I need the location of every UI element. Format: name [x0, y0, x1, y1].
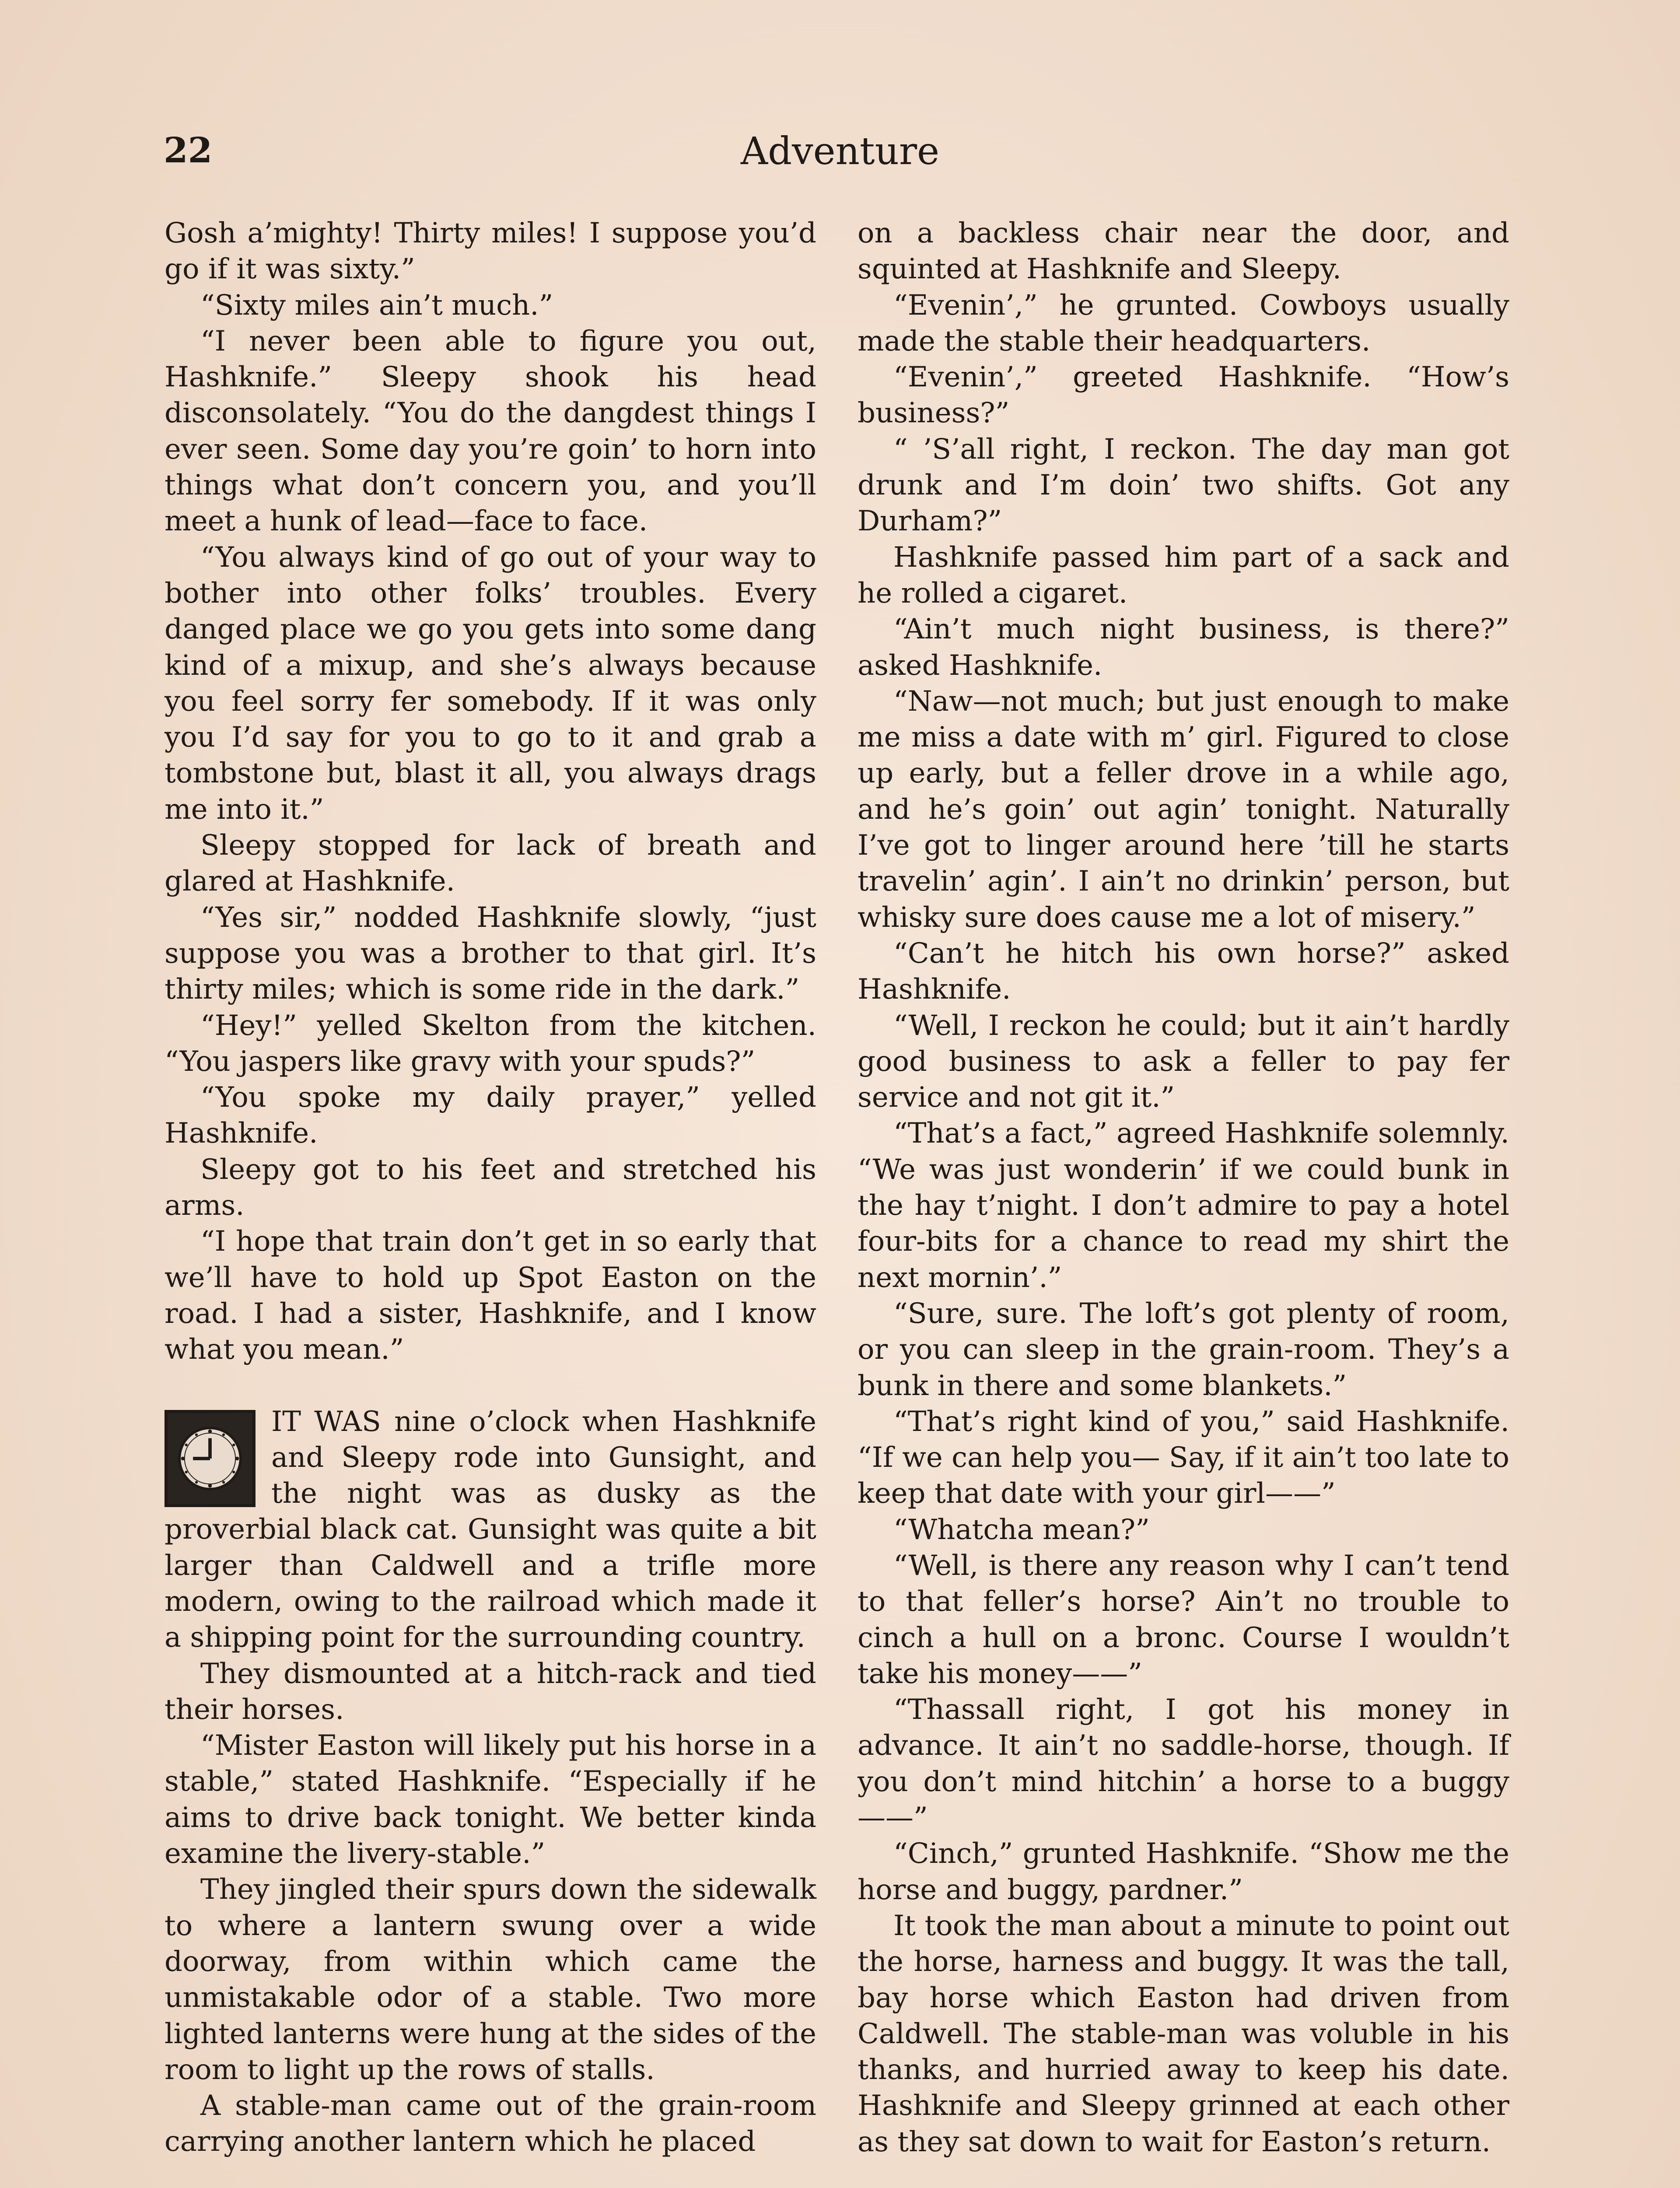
paragraph: Hashknife passed him part of a sack and he rolled a cigaret. [858, 541, 1509, 610]
paragraph: They jingled their spurs down the sidewalk to where a lantern swung over a wide doorway, from within which came the unmistakable odor of a stable. Two more lighted lanterns were hung at the sides of the room to light up the rows of stalls. [164, 1873, 816, 2086]
right-column [858, 215, 1509, 2160]
clock-icon [164, 1410, 256, 1507]
paragraph: They dismounted at a hitch-rack and tied their horses. [164, 1657, 816, 1726]
running-head: Adventure [741, 130, 939, 173]
paragraph: “Cinch,” grunted Hashknife. “Show me the horse and buggy, pardner.” [858, 1837, 1509, 1906]
paragraph: “You spoke my daily prayer,” yelled Hashknife. [164, 1081, 816, 1150]
paragraph: “That’s a fact,” agreed Hashknife solemnly. “We was just wonderin’ if we could bunk in the hay t’night. I don’t admire to pay a hotel four-bits for a chance to read my shirt the next mornin’.” [858, 1117, 1509, 1294]
paragraph: “You always kind of go out of your way to bother into other folks’ troubles. Every danged place we go you gets into some dang kind of a mixup, and she’s always because you feel sorry fer somebody. If it was only you I’d say for you to go to it and grab a tombstone but, blast it all, you always drags me into it.” [164, 541, 816, 826]
page-number: 22 [164, 130, 213, 171]
paragraph: “Evenin’,” he grunted. Cowboys usually made the stable their headquarters. [858, 289, 1509, 358]
paragraph: “Mister Easton will likely put his horse in a stable,” stated Hashknife. “Especially if he aims to drive back tonight. We better kinda examine the livery-stable.” [164, 1729, 816, 1870]
left-column [164, 215, 816, 2160]
paragraph: “I hope that train don’t get in so early that we’ll have to hold up Spot Easton on the road. I had a sister, Hashknife, and I know what you mean.” [164, 1225, 816, 1366]
paragraph: A stable-man came out of the grain-room carrying another lantern which he placed [164, 2090, 816, 2158]
paragraph: on a backless chair near the door, and squinted at Hashknife and Sleepy. [858, 217, 1509, 286]
paragraph: “Hey!” yelled Skelton from the kitchen. “You jaspers like gravy with your spuds?” [164, 1009, 816, 1078]
paragraph: “That’s right kind of you,” said Hashknife. “If we can help you— Say, if it ain’t too late to keep that date with your girl——” [858, 1405, 1509, 1510]
paragraph: “Naw—not much; but just enough to make me miss a date with m’ girl. Figured to close up early, but a feller drove in a while ago, and he’s goin’ out agin’ tonight. Naturally I’ve got to linger around here ’till he starts travelin’ agin’. I ain’t no drinkin’ person, but whisky sure does cause me a lot of misery.” [858, 685, 1509, 934]
paragraph: Sleepy got to his feet and stretched his arms. [164, 1153, 816, 1222]
paragraph: “Well, is there any reason why I can’t tend to that feller’s horse? Ain’t no trouble to cinch a hull on a bronc. Course I wouldn’t take his money——” [858, 1549, 1509, 1690]
paragraph: “Whatcha mean?” [893, 1513, 1150, 1546]
paragraph: “I never been able to figure you out, Hashknife.” Sleepy shook his head disconsolately. “You do the dangdest things I ever seen. Some day you’re goin’ to horn into things what don’t concern you, and you’ll meet a hunk of lead—face to face. [164, 325, 816, 538]
paragraph: “ ’S’all right, I reckon. The day man got drunk and I’m doin’ two shifts. Got any Durham?” [858, 433, 1509, 538]
paragraph: “Sixty miles ain’t much.” [200, 289, 553, 322]
paragraph: Gosh a’mighty! Thirty miles! I suppose you’d go if it was sixty.” [164, 217, 816, 286]
page-header [164, 130, 1516, 173]
paragraph: Sleepy stopped for lack of breath and glared at Hashknife. [164, 829, 816, 898]
paragraph: “Thassall right, I got his money in advance. It ain’t no saddle-horse, though. If you don’t mind hitchin’ a horse to a buggy——” [858, 1694, 1509, 1834]
section-opener-text: IT WAS nine o’clock when Hashknife and Sleepy rode into Gunsight, and the night was as dusky as the proverbial black cat. Gunsight was quite a bit larger than Caldwell and a trifle more modern, owing to the railroad which made it a shipping point for the surrounding country. [164, 1405, 816, 1654]
paragraph: “Ain’t much night business, is there?” asked Hashknife. [858, 613, 1509, 682]
paragraph: “Sure, sure. The loft’s got plenty of room, or you can sleep in the grain-room. They’s a bunk in there and some blankets.” [858, 1297, 1509, 1402]
section-opener [164, 1404, 816, 1656]
paragraph: It took the man about a minute to point out the horse, harness and buggy. It was the tall, bay horse which Easton had driven from Caldwell. The stable-man was voluble in his thanks, and hurried away to keep his date. Hashknife and Sleepy grinned at each other as they sat down to wait for Easton’s return. [858, 1909, 1509, 2158]
paragraph: “Well, I reckon he could; but it ain’t hardly good business to ask a feller to pay fer service and not git it.” [858, 1009, 1509, 1114]
paragraph: “Can’t he hitch his own horse?” asked Hashknife. [858, 937, 1509, 1006]
paragraph: “Yes sir,” nodded Hashknife slowly, “just suppose you was a brother to that girl. It’s thirty miles; which is some ride in the dark.” [164, 901, 816, 1006]
paragraph: “Evenin’,” greeted Hashknife. “How’s business?” [858, 361, 1509, 430]
